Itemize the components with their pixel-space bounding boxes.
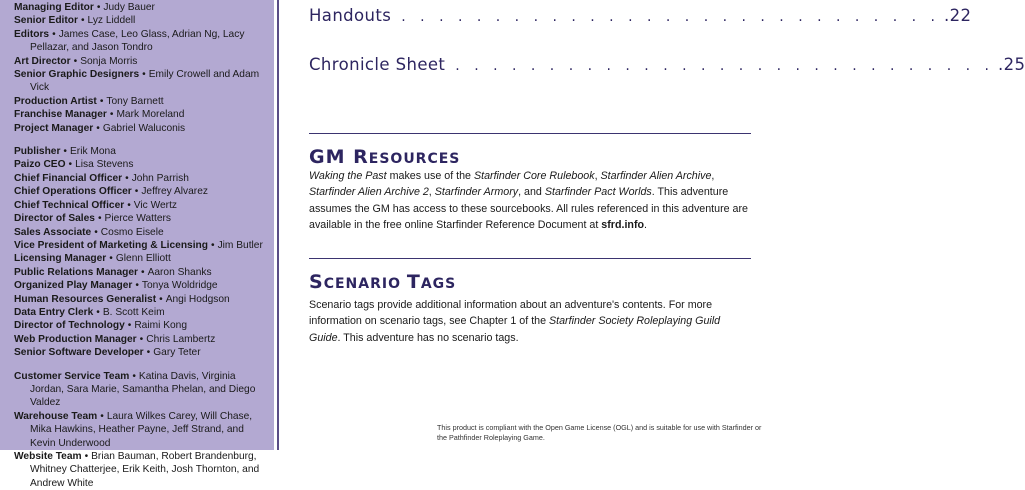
bullet-separator: •	[125, 172, 129, 184]
credit-names: Tony Barnett	[106, 95, 164, 107]
credit-names: Mark Moreland	[116, 109, 185, 121]
toc-page-number: .22	[943, 6, 972, 25]
bullet-separator: •	[127, 199, 131, 211]
credit-names: Katina Davis, Virginia Jordan, Sara Marie, Samantha Phelan, and Diego Valdez	[30, 370, 256, 409]
credit-line-franchise-manager	[14, 108, 268, 121]
credit-line-chief-technical-officer	[14, 199, 268, 212]
credit-names: Gary Teter	[153, 347, 201, 359]
credit-role: Publisher	[14, 146, 61, 158]
credit-line-vice-president-of-marketing-licensing	[14, 239, 268, 252]
credit-names: Jim Butler	[217, 239, 263, 251]
bullet-separator: •	[140, 266, 145, 278]
bullet-separator: •	[94, 226, 98, 238]
credit-names: Jeffrey Alvarez	[141, 186, 208, 198]
credit-names: Vic Wertz	[133, 199, 177, 211]
credit-names: James Case, Leo Glass, Adrian Ng, Lacy Pellazar, and Jason Tondro	[30, 28, 245, 54]
credit-names: Gabriel Waluconis	[102, 122, 186, 134]
credit-names: Pierce Watters	[104, 213, 171, 225]
credit-names: Erik Mona	[70, 146, 116, 158]
credit-names: B. Scott Keim	[102, 306, 165, 318]
credit-role: Website Team	[14, 451, 82, 462]
gm-resources-text: Waking the Past makes use of the Starfinder Core Rulebook, Starfinder Alien Archive, Starfinder Alien Archive 2, Starfinder Armory, and Starfinder Pact Worlds. This adventure assumes the GM has access to these sourcebooks. All rules referenced in this adventure are available in the free online Starfinder Reference Document at sfrd.info.	[309, 170, 749, 232]
bullet-separator: •	[68, 159, 73, 171]
bullet-separator: •	[96, 306, 100, 318]
toc-dot-leader: . . . . . . . . . . . . . . . . . . . . . . . . . . . . .	[455, 58, 994, 74]
credits-sidebar	[0, 0, 274, 489]
credit-line-senior-graphic-designers	[14, 68, 268, 95]
credit-line-editors	[14, 28, 268, 55]
toc-label: Chronicle Sheet	[309, 55, 446, 74]
bullet-separator: •	[146, 347, 151, 359]
credit-names: Emily Crowell and Adam Vick	[30, 69, 260, 94]
credit-line-web-production-manager	[14, 333, 268, 346]
bullet-separator: •	[127, 320, 132, 332]
ogl-notice: This product is compliant with the Open Game License (OGL) and is suitable for use with Starfinder or the Pathfinder Roleplaying Game.	[437, 423, 762, 442]
bullet-separator: •	[159, 293, 163, 305]
credit-line-public-relations-manager	[14, 266, 268, 279]
bullet-separator: •	[100, 410, 104, 422]
bullet-separator: •	[96, 2, 101, 13]
credit-names: Lyz Liddell	[87, 15, 136, 27]
sidebar-divider	[274, 0, 282, 450]
credit-names: Brian Bauman, Robert Brandenburg, Whitney Chatterjee, Erik Keith, Josh Thornton, and Andrew White	[30, 451, 260, 489]
credit-role: Project Manager	[14, 122, 94, 134]
credit-line-warehouse-team	[14, 410, 268, 450]
scenario-tags-text: Scenario tags provide additional information about an adventure's contents. For more information on scenario tags, see Chapter 1 of the Starfinder Society Roleplaying Guild Guide. This adventure has no scenario tags.	[309, 299, 721, 344]
credit-names: Sonja Morris	[80, 55, 138, 67]
credit-line-organized-play-manager	[14, 279, 268, 292]
credit-line-licensing-manager	[14, 252, 268, 265]
credit-names: Judy Bauer	[103, 2, 155, 13]
credit-role: Art Director	[14, 55, 71, 67]
credit-names: Laura Wilkes Carey, Will Chase, Mika Hawkins, Heather Payne, Jeff Strand, and Kevin Underwood	[30, 410, 253, 449]
bullet-separator: •	[109, 109, 114, 121]
credit-names: Glenn Elliott	[115, 253, 171, 265]
section-rule	[309, 258, 751, 259]
bullet-separator: •	[52, 28, 56, 40]
bullet-separator: •	[109, 253, 113, 265]
credit-names: John Parrish	[131, 172, 189, 184]
credit-line-website-team	[14, 450, 268, 490]
credit-role: Customer Service Team	[14, 370, 130, 382]
bullet-separator: •	[80, 15, 85, 27]
bullet-separator: •	[99, 95, 104, 107]
credit-line-director-of-technology	[14, 319, 268, 332]
toc-dot-leader: . . . . . . . . . . . . . . . . . . . . . . . . . . . . .	[401, 9, 940, 25]
credit-role: Paizo CEO	[14, 159, 66, 171]
toc-entry-handouts[interactable]	[309, 6, 972, 25]
credit-line-publisher	[14, 145, 268, 158]
credit-role: Senior Software Developer	[14, 347, 144, 359]
credits-group-teams	[14, 370, 268, 490]
bullet-separator: •	[139, 333, 144, 345]
credit-role: Warehouse Team	[14, 410, 98, 422]
bullet-separator: •	[135, 280, 139, 292]
credit-role: Franchise Manager	[14, 109, 107, 121]
credit-role: Chief Technical Officer	[14, 199, 125, 211]
credit-role: Chief Financial Officer	[14, 172, 123, 184]
credit-role: Organized Play Manager	[14, 280, 133, 292]
section-rule	[309, 133, 751, 134]
credit-role: Editors	[14, 28, 50, 40]
credit-names: Raimi Kong	[134, 320, 187, 332]
credit-names: Chris Lambertz	[146, 333, 216, 345]
credit-role: Chief Operations Officer	[14, 186, 132, 198]
bullet-separator: •	[132, 370, 136, 382]
credit-line-production-artist	[14, 95, 268, 108]
credit-role: Vice President of Marketing & Licensing	[14, 239, 208, 251]
credits-group-editorial	[14, 1, 268, 135]
credit-names: Lisa Stevens	[75, 159, 134, 171]
scenario-tags-heading: SCENARIO TAGS	[309, 271, 457, 293]
credit-line-art-director	[14, 55, 268, 68]
bullet-separator: •	[134, 186, 139, 198]
credit-role: Production Artist	[14, 95, 97, 107]
bullet-separator: •	[211, 239, 215, 251]
bullet-separator: •	[63, 146, 67, 158]
bullet-separator: •	[142, 69, 146, 81]
main-content	[309, 0, 1025, 450]
credit-line-human-resources-generalist	[14, 293, 268, 306]
credit-role: Managing Editor	[14, 2, 94, 13]
credit-line-sales-associate	[14, 226, 268, 239]
credit-line-paizo-ceo	[14, 158, 268, 171]
credit-role: Web Production Manager	[14, 333, 137, 345]
credit-names: Cosmo Eisele	[100, 226, 164, 238]
credit-role: Human Resources Generalist	[14, 293, 157, 305]
bullet-separator: •	[73, 55, 78, 67]
toc-label: Handouts	[309, 6, 392, 25]
bullet-separator: •	[96, 122, 100, 134]
credit-names: Aaron Shanks	[147, 266, 212, 278]
gm-resources-heading: GM RESOURCES	[309, 146, 461, 168]
credit-line-chief-operations-officer	[14, 185, 268, 198]
credit-role: Director of Technology	[14, 320, 125, 332]
credit-line-senior-software-developer	[14, 346, 268, 359]
credit-line-chief-financial-officer	[14, 172, 268, 185]
credit-role: Senior Editor	[14, 15, 78, 27]
bullet-separator: •	[84, 451, 89, 462]
bullet-separator: •	[97, 213, 102, 225]
toc-entry-chronicle-sheet[interactable]	[309, 55, 1025, 74]
credit-line-senior-editor	[14, 14, 268, 27]
credit-role: Sales Associate	[14, 226, 92, 238]
credit-line-customer-service-team	[14, 370, 268, 410]
credit-line-data-entry-clerk	[14, 306, 268, 319]
credit-role: Senior Graphic Designers	[14, 69, 140, 81]
credit-line-project-manager	[14, 122, 268, 135]
credit-names: Tonya Woldridge	[141, 280, 218, 292]
credit-role: Public Relations Manager	[14, 266, 138, 278]
credit-role: Data Entry Clerk	[14, 306, 94, 318]
credit-line-managing-editor	[14, 1, 268, 14]
toc-page-number: .25	[997, 55, 1025, 74]
credit-line-director-of-sales	[14, 212, 268, 225]
credit-names: Angi Hodgson	[165, 293, 230, 305]
credit-role: Director of Sales	[14, 213, 95, 225]
credits-group-paizo	[14, 145, 268, 360]
credit-role: Licensing Manager	[14, 253, 107, 265]
